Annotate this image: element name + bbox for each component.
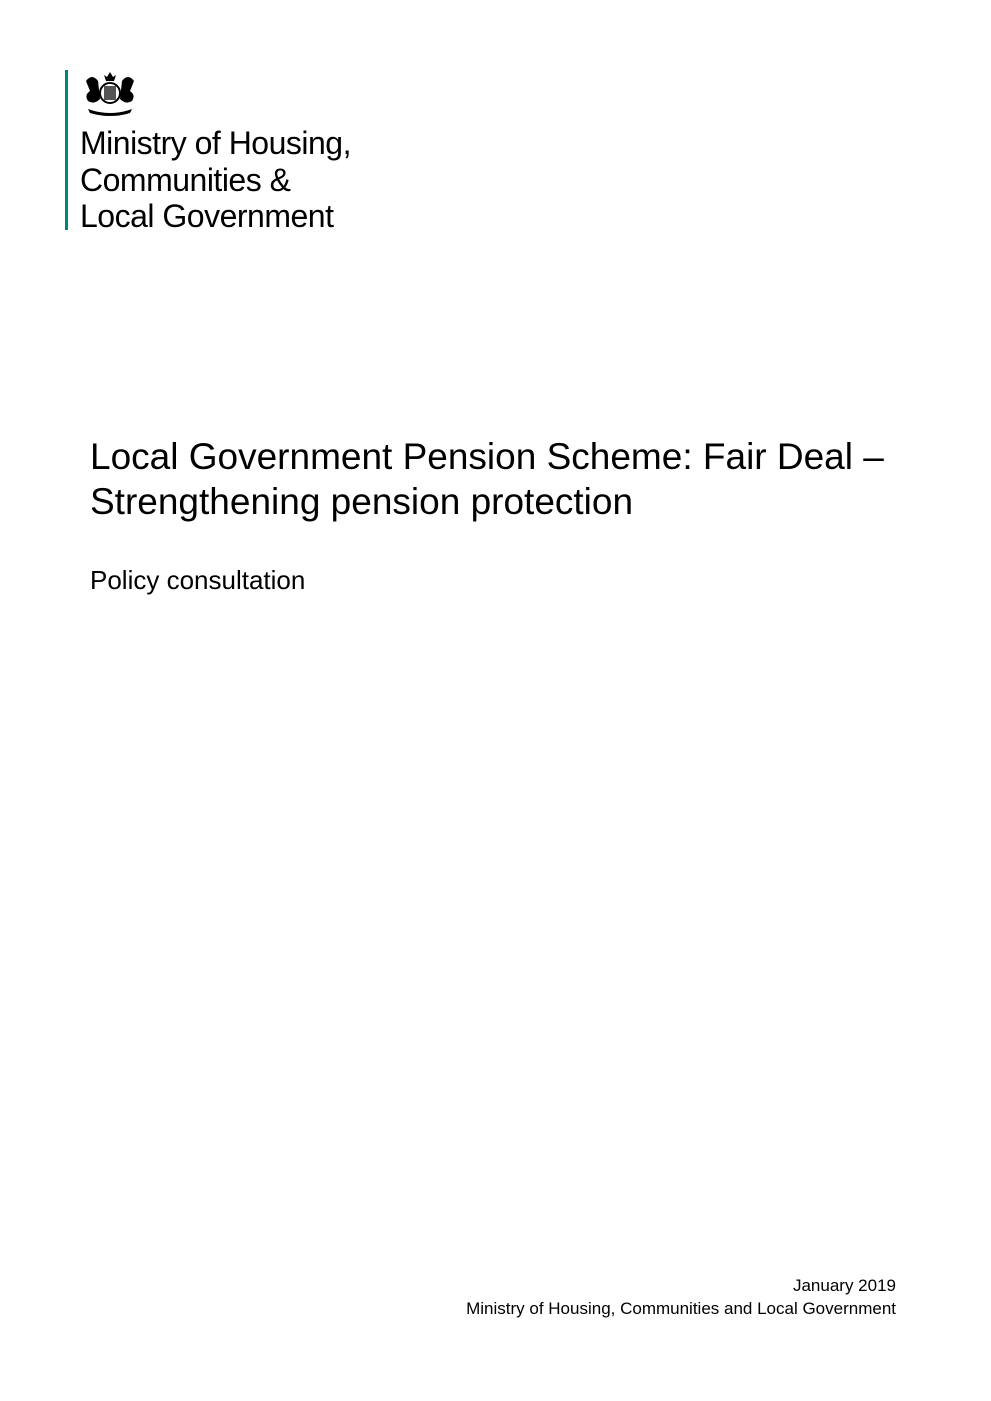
org-name-line: Ministry of Housing, xyxy=(80,125,351,161)
publisher: Ministry of Housing, Communities and Local Government xyxy=(466,1299,896,1318)
footer xyxy=(466,1274,896,1320)
org-name-line: Communities & xyxy=(80,161,291,198)
logo-accent-bar xyxy=(65,70,68,230)
royal-coat-of-arms-icon xyxy=(80,69,140,119)
document-subtitle: Policy consultation xyxy=(90,565,306,595)
organisation-name xyxy=(80,125,351,235)
org-name-line: Local Government xyxy=(80,198,334,234)
document-title: Local Government Pension Scheme: Fair Deal – Strengthening pension protection xyxy=(90,436,884,522)
publication-date: January 2019 xyxy=(792,1276,896,1295)
